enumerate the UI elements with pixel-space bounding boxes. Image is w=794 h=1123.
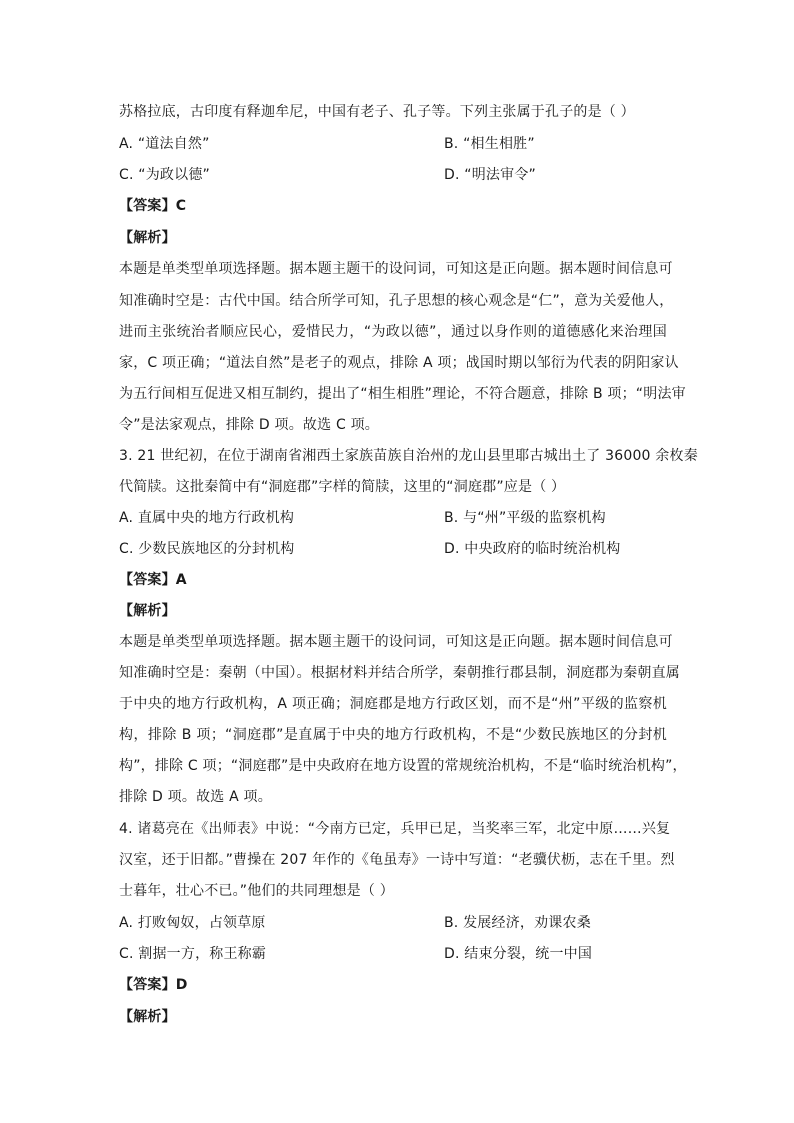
question-2-analysis-line: 家，C 项正确；“道法自然”是老子的观点，排除 A 项；战国时期以邹衍为代表的阴阳家认 xyxy=(119,355,679,371)
question-2-stem: 苏格拉底，古印度有释迦牟尼，中国有老子、孔子等。下列主张属于孔子的是（ ） xyxy=(119,104,635,120)
question-4-option-c: C. 割据一方，称王称霸 xyxy=(119,946,267,962)
question-4-stem-line: 士暮年，壮心不已。”他们的共同理想是（ ） xyxy=(119,883,394,899)
question-4-analysis-label: 【解析】 xyxy=(119,1009,176,1025)
question-3-analysis-line: 排除 D 项。故选 A 项。 xyxy=(119,789,272,805)
question-3-analysis-line: 本题是单类型单项选择题。据本题主题干的设问词，可知这是正向题。据本题时间信息可 xyxy=(119,634,673,650)
question-3-option-d: D. 中央政府的临时统治机构 xyxy=(444,541,621,557)
question-2-analysis-label: 【解析】 xyxy=(119,230,176,246)
question-4-answer: 【答案】D xyxy=(119,977,188,993)
question-3-option-c: C. 少数民族地区的分封机构 xyxy=(119,541,295,557)
question-2-analysis-line: 进而主张统治者顺应民心，爱惜民力，“为政以德”，通过以身作则的道德感化来治理国 xyxy=(119,324,667,340)
question-2-analysis-line: 令”是法家观点，排除 D 项。故选 C 项。 xyxy=(119,417,380,433)
question-2-answer: 【答案】C xyxy=(119,198,187,214)
question-2-analysis-line: 本题是单类型单项选择题。据本题主题干的设问词，可知这是正向题。据本题时间信息可 xyxy=(119,261,673,277)
question-3-option-a: A. 直属中央的地方行政机构 xyxy=(119,510,295,526)
question-3-stem-line: 代简牍。这批秦简中有“洞庭郡”字样的简牍，这里的“洞庭郡”应是（ ） xyxy=(119,479,566,495)
question-3-option-b: B. 与“州”平级的监察机构 xyxy=(444,510,606,526)
question-4-option-a: A. 打败匈奴，占领草原 xyxy=(119,915,266,931)
question-2-analysis-line: 知准确时空是：古代中国。结合所学可知，孔子思想的核心观念是“仁”，意为关爱他人， xyxy=(119,293,674,309)
question-4-stem-line: 汉室，还于旧都。”曹操在 207 年作的《龟虽寿》一诗中写道：“老骥伏枥，志在千里。烈 xyxy=(119,852,675,868)
question-2-option-c: C. “为政以德” xyxy=(119,167,210,183)
question-3-analysis-line: 知准确时空是：秦朝（中国）。根据材料并结合所学，秦朝推行郡县制，洞庭郡为秦朝直属 xyxy=(119,665,680,681)
question-4-stem-line: 4. 诸葛亮在《出师表》中说：“今南方已定，兵甲已足，当奖率三军，北定中原……兴复 xyxy=(119,821,671,837)
question-3-analysis-line: 于中央的地方行政机构，A 项正确；洞庭郡是地方行政区划，而不是“州”平级的监察机 xyxy=(119,696,667,712)
question-2-option-d: D. “明法审令” xyxy=(444,167,536,183)
question-2-option-b: B. “相生相胜” xyxy=(444,136,535,152)
question-3-analysis-label: 【解析】 xyxy=(119,603,176,619)
question-3-analysis-line: 构，排除 B 项；“洞庭郡”是直属于中央的地方行政机构，不是“少数民族地区的分封机 xyxy=(119,727,667,743)
question-3-answer: 【答案】A xyxy=(119,572,187,588)
question-4-option-d: D. 结束分裂，统一中国 xyxy=(444,946,593,962)
question-2-analysis-line: 为五行间相互促进又相互制约，提出了“相生相胜”理论，不符合题意，排除 B 项；“明法审 xyxy=(119,386,686,402)
question-4-option-b: B. 发展经济，劝课农桑 xyxy=(444,915,591,931)
question-3-analysis-line: 构”，排除 C 项；“洞庭郡”是中央政府在地方设置的常规统治机构，不是“临时统治机构”， xyxy=(119,758,687,774)
question-3-stem-line: 3. 21 世纪初，在位于湖南省湘西土家族苗族自治州的龙山县里耶古城出土了 36000 余枚秦 xyxy=(119,448,698,464)
question-2-option-a: A. “道法自然” xyxy=(119,136,210,152)
